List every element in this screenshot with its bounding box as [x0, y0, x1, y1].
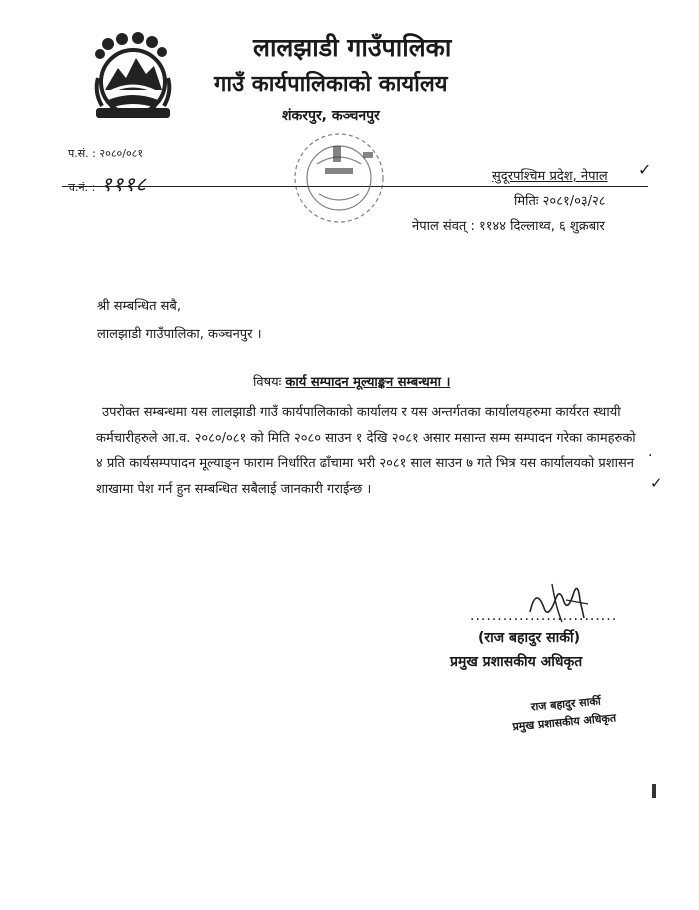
signature-line: ........................... [470, 608, 618, 624]
province-line: सुदूरपश्चिम प्रदेश, नेपाल [492, 169, 608, 184]
nepal-samvat-date: नेपाल संवत् : ११४४ दिल्लाथ्व, ६ शुक्रबार [412, 219, 605, 234]
office-address: शंकरपुर, कञ्चनपुर [282, 108, 380, 124]
check-mark-icon: ✓ [638, 160, 652, 179]
dispatch-number-label: च.नं. : [68, 181, 96, 194]
name-stamp [504, 686, 645, 742]
recipient-line-2: लालझाडी गाउँपालिका, कञ्चनपुर । [97, 327, 262, 342]
name-stamp-title: प्रमुख प्रशासकीय अधिकृत [511, 711, 617, 734]
dispatch-number-row [68, 170, 147, 197]
signatory-name: (राज बहादुर सार्की) [478, 630, 580, 646]
signatory-title: प्रमुख प्रशासकीय अधिकृत [450, 654, 583, 670]
subject-text: कार्य सम्पादन मूल्याङ्कन सम्बन्धमा । [285, 375, 451, 390]
letter-body: उपरोक्त सम्बन्धमा यस लालझाडी गाउँ कार्यपालिकाको कार्यालय र यस अन्तर्गतका कार्यालयहरुमा कार्यरत स्थायी कर्मचारीहरुले आ.व. २०८०/०८१ को मिति २०८० साउन १ देखि २०८१ असार मसान्त सम्म सम्पादन गरेका कामहरुको ४ प्रति कार्यसम्पपादन मूल्याङ्न फाराम निर्धारित ढाँचामा भरी २०८१ साल साउन ७ गते भित्र यस कार्यालयको प्रशासन शाखामा पेश गर्न हुन सम्बन्धित सबैलाई जानकारी गराईन्छ । [96, 405, 636, 497]
subject-label: विषयः [253, 375, 282, 390]
dispatch-number-value: १११८ [101, 172, 147, 196]
letter-number: प.सं. : २०८०/०८१ [68, 147, 144, 160]
check-mark-icon: ✓ [650, 474, 663, 492]
margin-mark: · [648, 448, 653, 464]
office-round-stamp [273, 124, 401, 228]
nepal-emblem-logo [88, 30, 178, 122]
recipient-line-1: श्री सम्बन्धित सबै, [97, 299, 181, 314]
letter-date: मितिः २०८१/०३/२८ [514, 194, 606, 209]
ink-mark [652, 784, 656, 798]
office-subtitle: गाउँ कार्यपालिकाको कार्यालय [214, 72, 448, 97]
name-stamp-name: राज बहादुर सार्की [530, 694, 602, 714]
subject-line [253, 372, 450, 390]
office-name: लालझाडी गाउँपालिका [253, 33, 452, 62]
